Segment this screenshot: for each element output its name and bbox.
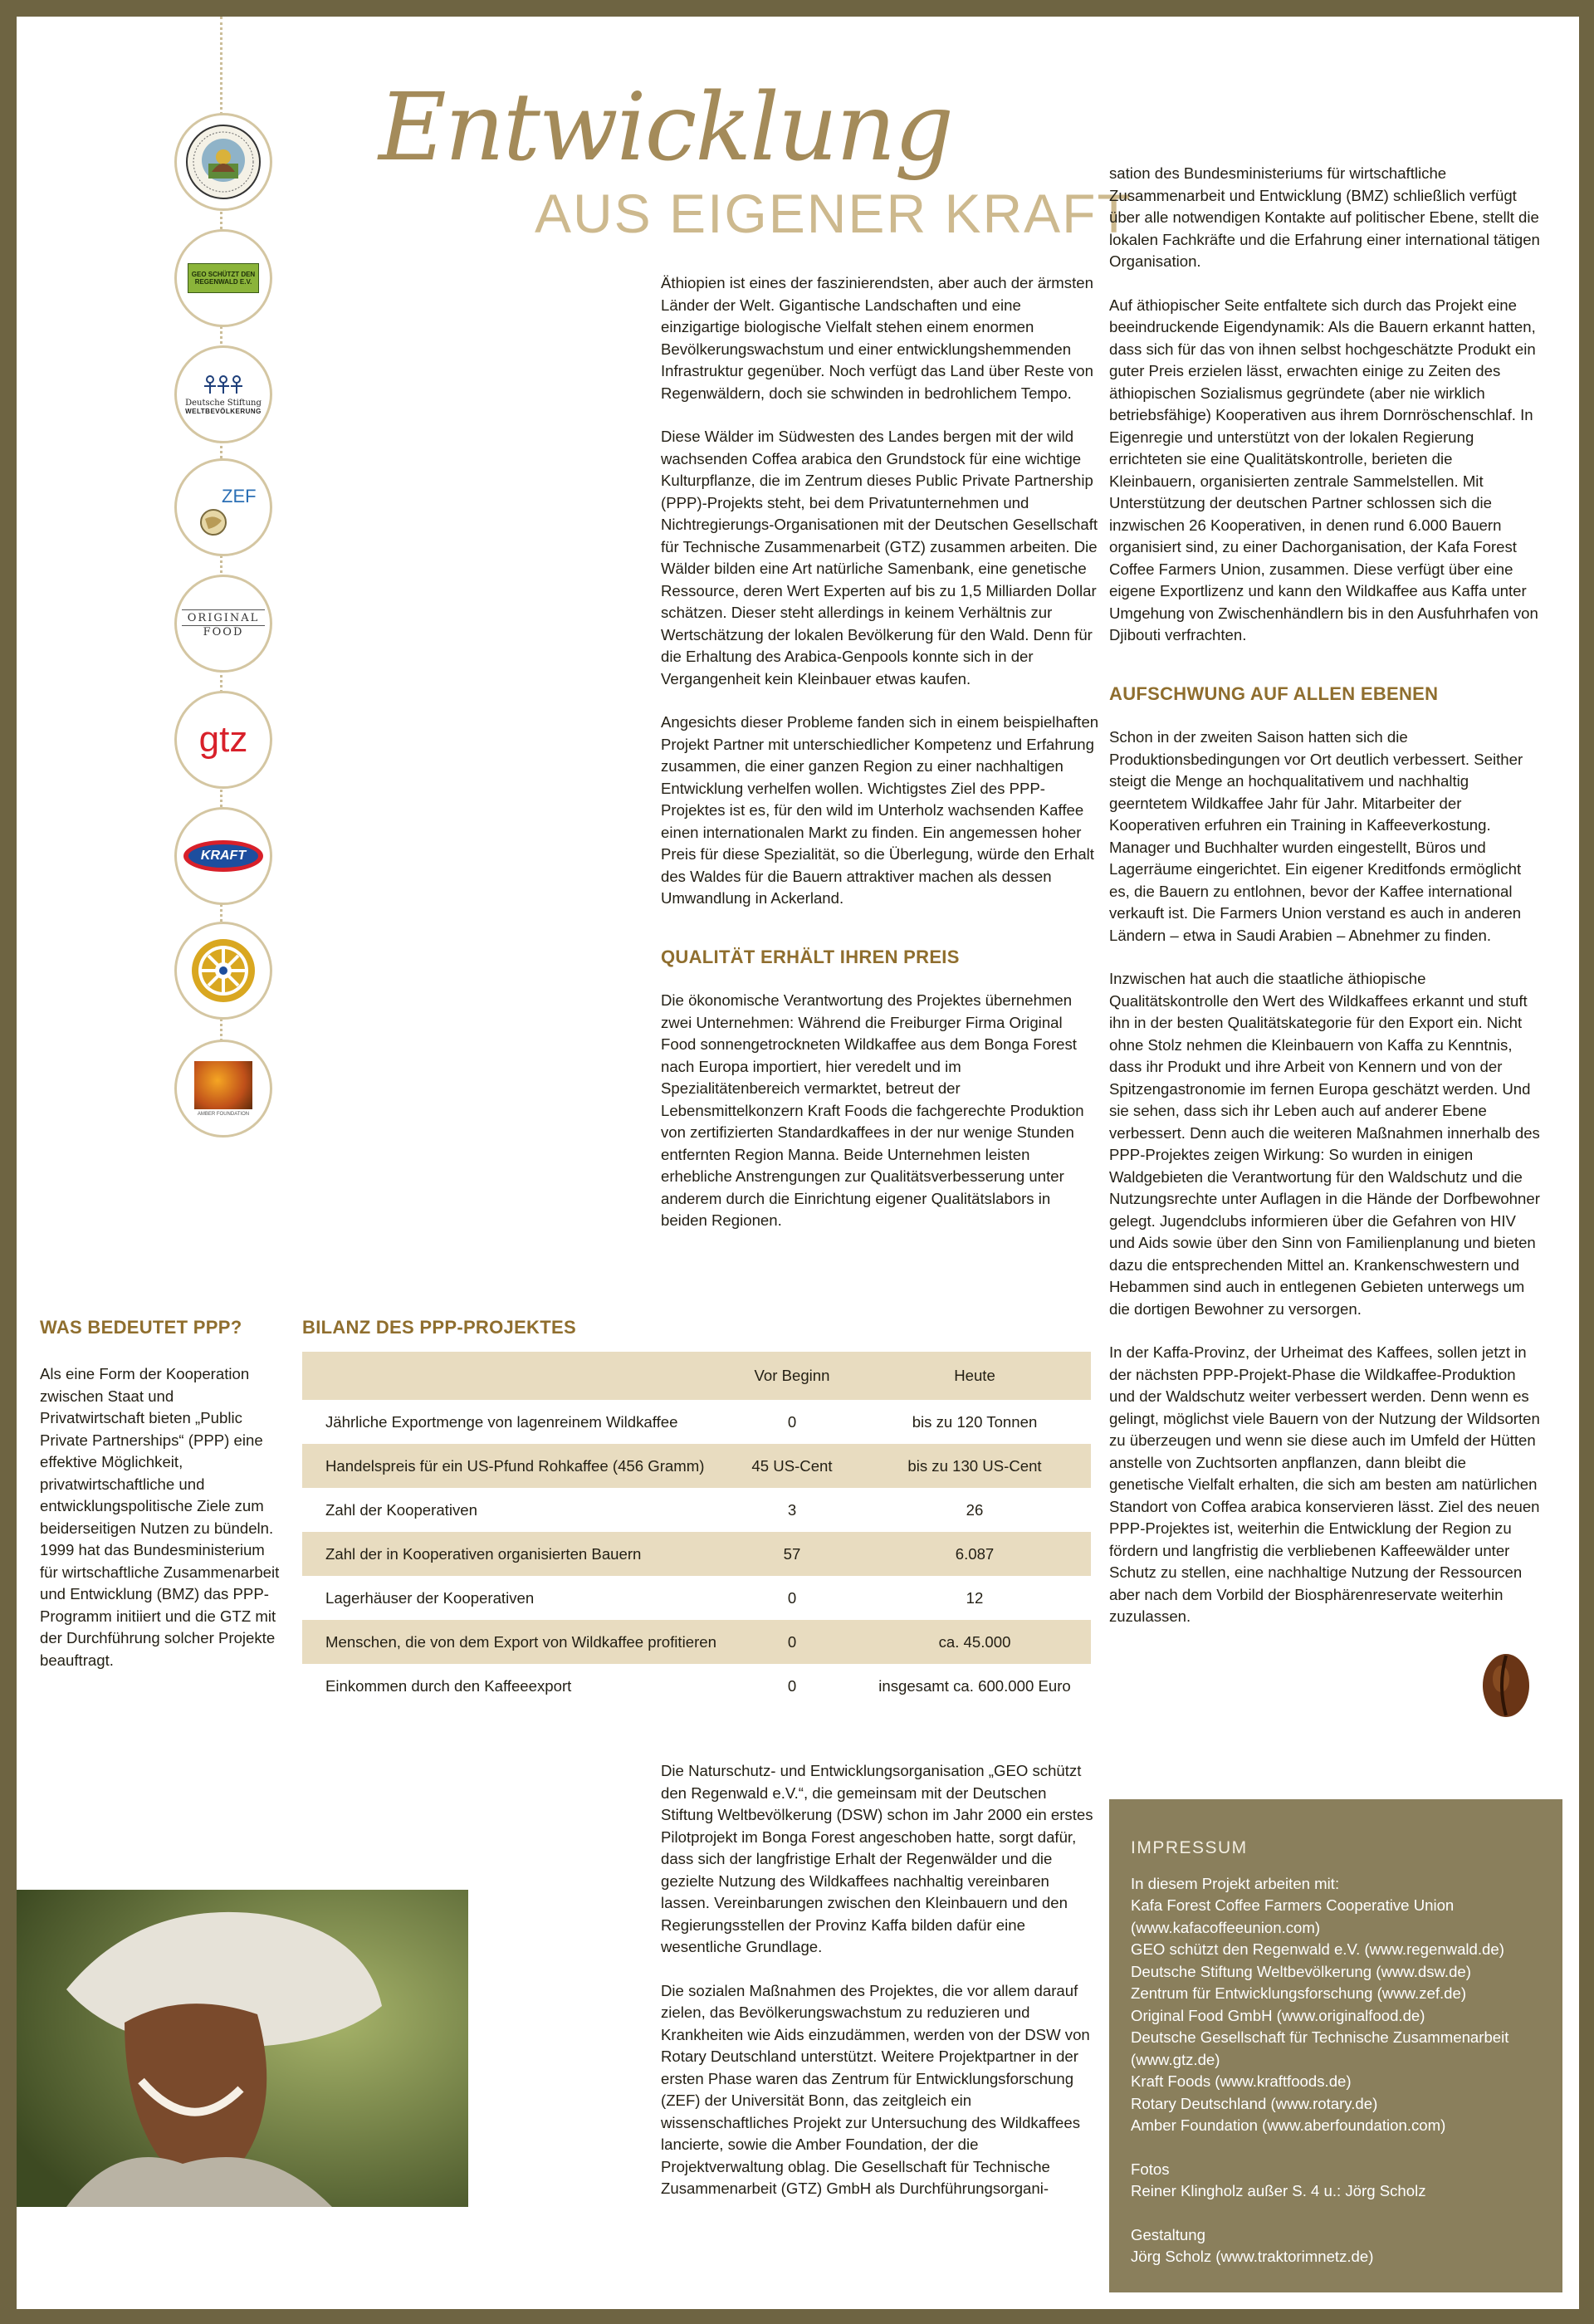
people-icon [200, 374, 247, 399]
heading-qualitaet: QUALITÄT ERHÄLT IHREN PREIS [661, 946, 960, 967]
row-label: Zahl der in Kooperativen organisierten Bauern [325, 1544, 642, 1563]
design-label: Gestaltung [1131, 2225, 1205, 2243]
row-before: 3 [787, 1500, 797, 1519]
row-label: Einkommen durch den Kaffeeexport [325, 1676, 572, 1695]
table-header-row [302, 1352, 1091, 1400]
paragraph: In der Kaffa-Provinz, der Urheimat des Kaffees, sollen jetzt in der nächsten PPP-Projekt-Phase die Wildkaffee-Produktion und der Waldschutz weiter verbessert werden. Denn wenn es gelingt, möglichst viele Bauern von der Nutzung der Wildsorten zu überzeugen und wenn sie diese auch im Umfeld der Hütten anstelle von Zuchtsorten anpflanzen, dann bleibt die genetische Vielfalt erhalten, die sich am besten am natürlichen Standort von Coffea arabica konservieren lässt. Ziel des neuen PPP-Projektes ist, weiterhin die Entwicklung der Region zu fördern und langfristig die verbliebenen Kaffeewälder unter Schutz zu stellen, eine nachhaltige Nutzung der Ressourcen aber nach dem Vorbild der Biosphärenreservate weiterhin zuzulassen. [1109, 1343, 1540, 1625]
paragraph: Auf äthiopischer Seite entfaltete sich durch das Projekt eine beeindruckende Eigendynamik: Als die Bauern erkannt hatten, dass sich für das von ihnen selbst hochgeschätzte Produkt ein guter Preis erzielen lässt, erwachten einige zu Zeiten des äthiopischen Sozialismus gegründete (aber nie wirklich betriebsfähige) Kooperativen aus ihrem Dornröschenschlaf. In Eigenregie und unterstützt von der lokalen Regierung errichteten sie eine Qualitätskontrolle, berieten die Kleinbauern, organisierten zentrale Sammelstellen. Mit Unterstützung der deutschen Partner schlossen sich die inzwischen 26 Kooperativen, in denen rund 6.000 Bauern organisiert sind, zu einer Dachorganisation, der Kafa Forest Coffee Farmers Union, zusammen. Diese verfügt über eine eigene Exportlizenz und kann den Wildkaffee aus Kaffa unter Umgehung von Zwischenhändlern bis in den Ausfuhrhafen von Djibouti verfrachten. [1109, 296, 1538, 643]
table-row [302, 1532, 1091, 1576]
row-before: 0 [787, 1676, 797, 1695]
paragraph: Äthiopien ist eines der faszinierendsten, aber auch der ärmsten Länder der Welt. Gigantische Landschaften und eine einzigartige biologische Vielfalt stehen einem enormen Bevölkerungswachstum und einer entwicklungshemmenden Infrastruktur gegenüber. Noch verfügt das Land über Reste von Regenwäldern, doch sie schwinden in bedrohlichem Tempo. [661, 274, 1093, 402]
partner-line: Amber Foundation (www.aberfoundation.com) [1131, 2116, 1446, 2134]
dsw-logo: Deutsche Stiftung WELTBEVÖLKERUNG [174, 345, 272, 443]
design-text: Jörg Scholz (www.traktorimnetz.de) [1131, 2248, 1374, 2265]
globe-icon [198, 507, 228, 537]
paragraph: Die sozialen Maßnahmen des Projektes, die vor allem darauf zielen, das Bevölkerungswachstum zu reduzieren und Krankheiten wie Aids einzudämmen, werden von der DSW von Rotary Deutschland unterstützt. Weitere Projektpartner in der ersten Phase waren das Zentrum für Entwicklungsforschung (ZEF) der Universität Bonn, das zeitgleich ein wissenschaftliches Projekt zur Untersuchung des Wildkaffees lancierte, sowie die Amber Foundation, der die Projektverwaltung oblag. Die Gesellschaft für Technische Zusammenarbeit (GTZ) GmbH als Durchführungsorgani- [661, 1981, 1090, 2197]
row-today: bis zu 120 Tonnen [912, 1412, 1038, 1431]
table-row [302, 1488, 1091, 1532]
heading-aufschwung: AUFSCHWUNG AUF ALLEN EBENEN [1109, 683, 1439, 704]
row-today: 26 [966, 1500, 984, 1519]
photos-label: Fotos [1131, 2160, 1170, 2178]
row-label: Lagerhäuser der Kooperativen [325, 1588, 535, 1607]
partner-line: GEO schützt den Regenwald e.V. (www.regenwald.de) [1131, 1940, 1504, 1958]
impressum-intro: In diesem Projekt arbeiten mit: [1131, 1874, 1340, 1892]
row-label: Menschen, die von dem Export von Wildkaffee profitieren [325, 1632, 716, 1651]
row-today: insgesamt ca. 600.000 Euro [878, 1676, 1071, 1695]
title-caps: AUS EIGENER KRAFT [535, 183, 1132, 244]
ppp-text: Als eine Form der Kooperation zwischen Staat und Privatwirtschaft bieten „Public Private Partnerships“ (PPP) eine effektive Möglichkeit, privatwirtschaftliche und entwicklungspolitische Ziele zum beiderseitigen Nutzen zu bündeln. 1999 hat das Bundesministerium für wirtschaftliche Zusammenarbeit und Entwicklung (BMZ) das PPP-Programm initiiert und die GTZ mit der Durchführung solcher Projekte beauftragt. [40, 1365, 280, 1669]
row-before: 0 [787, 1412, 797, 1431]
paragraph: Inzwischen hat auch die staatliche äthiopische Qualitätskontrolle den Wert des Wildkaffees erkannt und stuft ihn in der besten Qualitätskategorie für den Export ein. Nicht ohne Stolz nehmen die Kleinbauern von Kaffa zu Kenntnis, dass ihr Produkt und ihre Arbeit von Kennern und von der Spitzengastronomie im fernen Europa geschätzt werden. Und sie sehen, dass sich ihr Leben auch auf anderer Ebene verbessert. Denn auch die weiteren Maßnahmen innerhalb des PPP-Projektes zeigen Wirkung: So wurden in einigen Waldgebieten die Verantwortung für den Waldschutz und die Nutzungsrechte unter Auflagen in die Hände der Dorfbewohner gelegt. Jugendclubs informieren über die Gefahren von HIV und Aids sowie über den Sinn von Familienplanung und bieten dazu die entsprechenden Mittel an. Krankenschwestern und Hebammen sind auch in entlegenen Gebieten unterwegs um die dortigen Bewohner zu versorgen. [1109, 970, 1540, 1318]
coffee-bean-icon [1479, 1651, 1533, 1720]
bottom-column [661, 1760, 1101, 2222]
page [17, 17, 1579, 2309]
row-before: 0 [787, 1588, 797, 1607]
partner-line: Deutsche Stiftung Weltbevölkerung (www.dsw.de) [1131, 1962, 1471, 1980]
ppp-box [40, 1317, 282, 1671]
table-row [302, 1400, 1091, 1444]
table-row [302, 1444, 1091, 1488]
zef-logo: ZEF [174, 458, 272, 556]
photos-text: Reiner Klingholz außer S. 4 u.: Jörg Scholz [1131, 2182, 1426, 2199]
partner-line: Original Food GmbH (www.originalfood.de) [1131, 2006, 1425, 2024]
partner-line: Zentrum für Entwicklungsforschung (www.zef.de) [1131, 1984, 1467, 2002]
table-header-empty [302, 1352, 726, 1400]
row-today: 6.087 [955, 1544, 995, 1563]
paragraph: Die ökonomische Verantwortung des Projektes übernehmen zwei Unternehmen: Während die Freiburger Firma Original Food sonnengetrockneten Wildkaffee aus dem Bonga Forest nach Europa importiert, hier veredelt und im Spezialitätenbereich vermarktet, betreut der Lebensmittelkonzern Kraft Foods die fachgerechte Produktion von zertifizierten Standardkaffees in der nur wenige Stunden entfernten Region Manna. Beide Unternehmen leisten erhebliche Anstrengungen zur Qualitätsverbesserung unter anderem durch die Einrichtung eigener Qualitätslabors in beiden Regionen. [661, 991, 1084, 1229]
row-label: Jährliche Exportmenge von lagenreinem Wildkaffee [325, 1412, 678, 1431]
kafa-union-logo [174, 113, 272, 211]
partner-line: Deutsche Gesellschaft für Technische Zusammenarbeit [1131, 2028, 1509, 2046]
column-2 [661, 272, 1101, 1254]
table-row [302, 1620, 1091, 1664]
row-label: Handelspreis für ein US-Pfund Rohkaffee (456 Gramm) [325, 1456, 705, 1475]
partner-line: (www.kafacoffeeunion.com) [1131, 1918, 1321, 1936]
amber-logo: AMBER FOUNDATION [174, 1040, 272, 1138]
row-today: 12 [966, 1588, 984, 1607]
partner-line: Kafa Forest Coffee Farmers Cooperative Union [1131, 1896, 1455, 1914]
column-header-before: Vor Beginn [754, 1367, 830, 1384]
row-today: bis zu 130 US-Cent [907, 1456, 1042, 1475]
title-script: Entwicklung [379, 74, 952, 182]
paragraph: Die Naturschutz- und Entwicklungsorganisation „GEO schützt den Regenwald e.V.“, die gemeinsam mit der Deutschen Stiftung Weltbevölkerung (DSW) schon im Jahr 2000 ein erstes Pilotprojekt im Bonga Forest angeschoben hatte, sorgt dafür, dass sich der langfristige Erhalt der Regenwälder und die gezielte Nutzung des Wildkaffees nachhaltig vereinbaren lassen. Vereinbarungen zwischen den Kleinbauern und den Regierungsstellen der Provinz Kaffa bilden dafür eine wesentliche Grundlage. [661, 1762, 1093, 1955]
table-row [302, 1576, 1091, 1620]
row-before: 45 US-Cent [751, 1456, 833, 1475]
heading-ppp: WAS BEDEUTET PPP? [40, 1317, 242, 1338]
bilanz-table [302, 1352, 1091, 1708]
row-label: Zahl der Kooperativen [325, 1500, 477, 1519]
bilanz-section [302, 1317, 1091, 1708]
partner-line: (www.gtz.de) [1131, 2050, 1220, 2068]
table-row [302, 1664, 1091, 1708]
amber-image [194, 1061, 252, 1109]
original-food-logo: ORIGINAL FOOD [174, 575, 272, 673]
row-before: 57 [783, 1544, 801, 1563]
paragraph: Schon in der zweiten Saison hatten sich die Produktionsbedingungen vor Ort deutlich verbessert. Seither steigt die Menge an hochqualitativem und nachhaltig geerntetem Wildkaffee Jahr für Jahr. Mitarbeiter der Kooperativen erfuhren ein Training in Kaffeeverkostung. Manager und Buchhalter wurden eingestellt, Büros und Lagerräume eingerichtet. Ein eigener Kreditfonds ermöglicht es, die Bauern zu entlohnen, bevor der Kaffee international verkauft ist. Die Farmers Union verstand es auch in anderen Ländern – etwa in Saudi Arabien – Abnehmer zu finden. [1109, 728, 1523, 944]
row-today: ca. 45.000 [938, 1632, 1011, 1651]
paragraph: sation des Bundesministeriums für wirtschaftliche Zusammenarbeit und Entwicklung (BMZ) schließlich verfügt über alle notwendigen Kontakte auf politischer Ebene, stellt die lokalen Fachkräfte und die Erfahrung einer international tätigen Organisation. [1109, 164, 1540, 270]
partner-line: Kraft Foods (www.kraftfoods.de) [1131, 2072, 1352, 2090]
column-3 [1109, 163, 1541, 1650]
impressum-box [1109, 1799, 1562, 2292]
rotary-logo [174, 922, 272, 1020]
paragraph: Angesichts dieser Probleme fanden sich in einem beispielhaften Projekt Partner mit unterschiedlicher Kompetenz und Erfahrung zusammen, die einer ganzen Region zu einer nachhaltigen Entwicklung verhelfen wollen. Wichtigstes Ziel des PPP-Projektes ist es, für den wild im Unterholz wachsenden Kaffee einen internationalen Markt zu finden. Ein angemessen hoher Preis für diese Spezialität, so die Überlegung, würde den Erhalt des Waldes für die Bauern attraktiver machen als dessen Umwandlung in Ackerland. [661, 713, 1099, 907]
column-header-today: Heute [954, 1367, 995, 1384]
geo-logo: GEO SCHÜTZT DEN REGENWALD E.V. [174, 229, 272, 327]
paragraph: Diese Wälder im Südwesten des Landes bergen mit der wild wachsenden Coffea arabica den Grundstock für eine wichtige Kulturpflanze, die im Zentrum dieses Public Private Partnership (PPP)-Projekts steht, bei dem Privatunternehmen und Nichtregierungs-Organisationen mit der Deutschen Gesellschaft für Technische Zusammenarbeit (GTZ) zusammen arbeiten. Die Wälder bilden eine Art natürliche Samenbank, eine genetische Ressource, deren Wert Experten auf bis zu 1,5 Milliarden Dollar schätzen. Dieser steht allerdings in keinem Verhältnis zur Wertschätzung der lokalen Bevölkerung für den Wald. Denn für die Erhaltung des Arabica-Genpools konnte sich in der Vergangenheit kein Kleinbauer etwas kaufen. [661, 428, 1098, 687]
row-before: 0 [787, 1632, 797, 1651]
kraft-logo: KRAFT [174, 807, 272, 905]
heading-bilanz: BILANZ DES PPP-PROJEKTES [302, 1317, 576, 1338]
impressum-title: IMPRESSUM [1131, 1838, 1248, 1857]
photo-woman [17, 1890, 468, 2207]
rotary-wheel-icon [186, 933, 261, 1008]
partner-line: Rotary Deutschland (www.rotary.de) [1131, 2094, 1378, 2112]
gtz-logo: gtz [174, 691, 272, 789]
